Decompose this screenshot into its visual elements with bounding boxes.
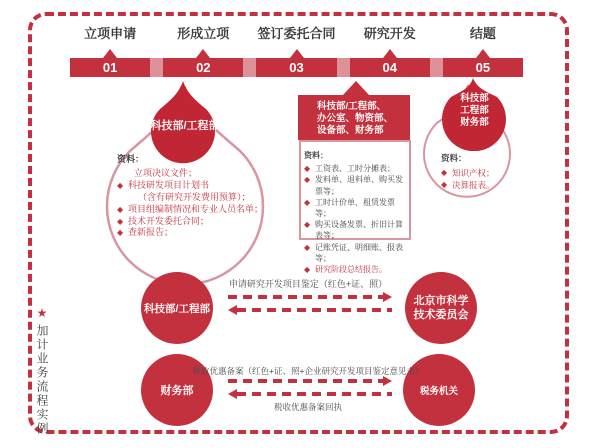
materials-item <box>117 180 269 192</box>
timeline-stage-label: 立项申请 <box>84 26 137 41</box>
timeline-stage-number: 01 <box>102 60 118 75</box>
right-droplet-departments <box>434 93 515 129</box>
materials-item-text: 技术开发委托合同； <box>128 215 210 226</box>
diamond-bullet-icon: ◆ <box>441 180 448 189</box>
dashed-arrow-left <box>237 308 392 312</box>
materials-item-text: 工时计价单、租赁发票等； <box>315 197 395 219</box>
materials-title: 资料： <box>441 153 467 163</box>
triangle-up-icon <box>476 49 490 58</box>
middle-department-line: 办公室、物资部、 <box>317 113 394 124</box>
materials-item-text: （含有研究开发费用预算）； <box>138 191 251 202</box>
timeline-stage-label: 研究开发 <box>363 26 416 41</box>
right-department-line: 工程部 <box>460 105 489 116</box>
materials-item <box>304 242 408 264</box>
materials-item-text: 研究阶段总结报告。 <box>315 265 387 275</box>
triangle-up-icon <box>383 49 397 58</box>
materials-item-text: 知识产权； <box>452 167 495 178</box>
materials-item <box>117 192 269 204</box>
star-icon: ★ <box>35 306 49 324</box>
timeline-bar-segment <box>350 58 430 77</box>
arrowhead-right-icon <box>383 376 392 386</box>
vertical-title-text: 加计业务流程实例 <box>35 324 49 436</box>
timeline-stage-number: 03 <box>289 60 304 75</box>
timeline-bar <box>70 58 523 77</box>
timeline-stage-number: 04 <box>382 60 397 75</box>
flow1-request-label: 申请研究开发项目鉴定（红色+证、照） <box>228 279 388 289</box>
left-droplet-materials <box>117 154 269 239</box>
materials-list <box>441 167 526 192</box>
materials-item <box>304 174 408 196</box>
diamond-bullet-icon: ◆ <box>441 167 448 177</box>
diamond-bullet-icon: ◆ <box>304 175 311 185</box>
circle-label-line: 北京市科学 <box>413 295 469 307</box>
triangle-up-icon <box>290 49 304 58</box>
materials-item-text: 工资表、工时分摊表； <box>315 164 395 174</box>
materials-item-text: 决算报表。 <box>452 180 495 190</box>
materials-title: 资料： <box>304 151 328 160</box>
dashed-arrow-right <box>228 295 383 299</box>
timeline-stage-number: 05 <box>475 60 491 75</box>
middle-department-line: 科技部/工程部、 <box>317 101 387 112</box>
timeline-bar-segment <box>163 58 243 77</box>
materials-item-text: 项目组编制情况和专业人员名单； <box>128 203 264 214</box>
flow2-request-label: 税收优惠备案（红色+证、照+企业研究开发项目鉴定意见书） <box>192 366 424 376</box>
left-droplet-department: 科技部/工程部 <box>150 120 220 132</box>
timeline-stage-labels <box>70 23 523 42</box>
diamond-bullet-icon: ◆ <box>117 204 124 214</box>
circle-label-line: 税务机关 <box>419 386 458 397</box>
diamond-bullet-icon: ◆ <box>304 220 311 230</box>
arrowhead-right-icon <box>383 292 392 302</box>
arrowhead-left-icon <box>228 389 237 399</box>
materials-list <box>304 163 408 275</box>
materials-item-text: 查新报告； <box>128 227 174 238</box>
materials-item <box>304 219 408 241</box>
timeline-stage-label: 结题 <box>469 26 496 41</box>
materials-item-text: 科技研发项目计划书 <box>128 179 210 190</box>
triangle-up-icon <box>342 81 370 96</box>
middle-departments-header <box>298 95 410 140</box>
diamond-bullet-icon: ◆ <box>117 228 124 238</box>
middle-materials <box>304 150 408 275</box>
timeline-bar-segment <box>70 58 150 77</box>
dashed-arrow-left <box>237 392 392 396</box>
diamond-bullet-icon: ◆ <box>117 216 124 226</box>
arrowhead-left-icon <box>228 305 237 315</box>
materials-item <box>304 264 408 275</box>
materials-item-text: 记账凭证、明细账、报表等； <box>315 242 403 263</box>
materials-item-text: 立项决议文件； <box>134 167 198 178</box>
dashed-arrow-right <box>228 379 383 383</box>
materials-item <box>304 197 408 219</box>
diamond-bullet-icon: ◆ <box>304 164 311 174</box>
materials-item <box>304 163 408 174</box>
diagram-vertical-title <box>34 306 51 438</box>
materials-title: 资料： <box>117 154 145 164</box>
timeline-stage-label: 形成立项 <box>177 26 230 41</box>
timeline-stage-label: 签订委托合同 <box>257 26 336 41</box>
materials-item <box>117 168 269 180</box>
timeline-stage-number: 02 <box>196 60 211 75</box>
right-droplet-materials <box>441 152 526 192</box>
materials-item <box>117 227 269 239</box>
right-department-line: 科技部 <box>460 93 489 104</box>
materials-item <box>117 216 269 228</box>
right-department-line: 财务部 <box>460 117 489 128</box>
diamond-bullet-icon: ◆ <box>304 265 311 275</box>
materials-list <box>117 168 269 239</box>
flow2-receipt-label: 税收优惠备案回执 <box>273 402 342 412</box>
circle-finance-dept: 财务部 <box>141 354 213 426</box>
materials-item <box>441 179 526 192</box>
diamond-bullet-icon: ◆ <box>304 242 311 252</box>
circle-label-line: 技术委员会 <box>413 309 469 321</box>
diamond-bullet-icon: ◆ <box>117 180 124 190</box>
triangle-up-icon <box>103 49 117 58</box>
materials-item <box>117 204 269 216</box>
diamond-bullet-icon: ◆ <box>304 197 311 207</box>
circle-tech-engineering-dept: 科技部/工程部 <box>141 272 213 344</box>
timeline-bar-segment <box>256 58 336 77</box>
triangle-up-icon <box>196 49 210 58</box>
timeline-bar-segment <box>443 58 523 77</box>
materials-item <box>441 167 526 180</box>
materials-item-text: 发料单、退料单、购买发票等； <box>315 175 403 196</box>
materials-item-text: 购买设备发票、折旧计算表等； <box>315 220 403 241</box>
middle-department-line: 设备部、财务部 <box>317 125 384 136</box>
